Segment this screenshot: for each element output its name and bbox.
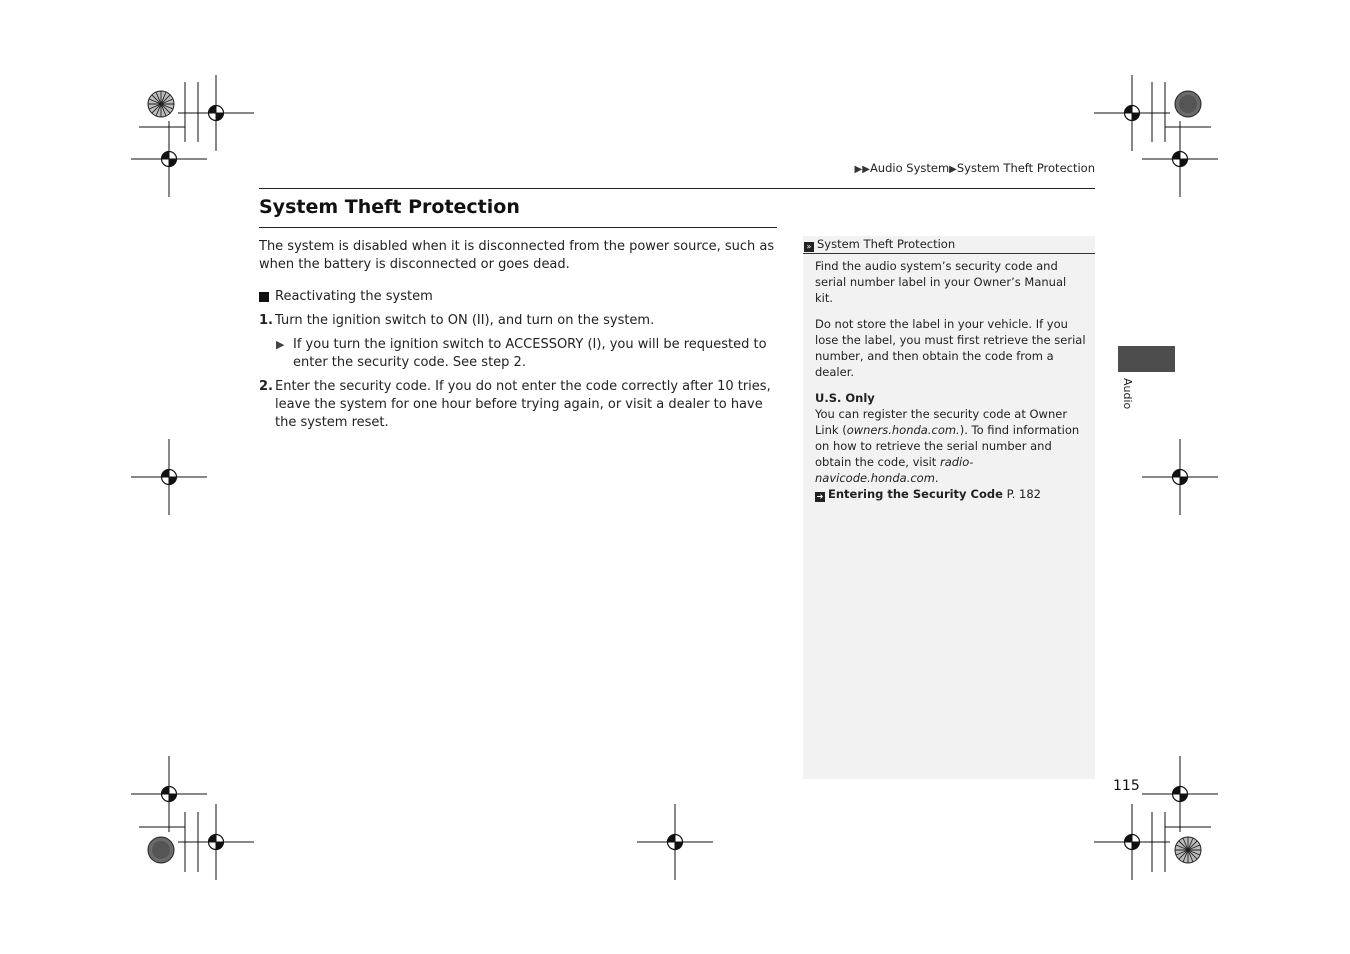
sidebar-paragraph: Do not store the label in your vehicle. If you lose the label, you must first retrieve the serial number, and then obtain the code from a dealer. — [815, 317, 1086, 379]
main-content — [259, 238, 777, 438]
us-text: You can register the security code at Owner Link ( — [815, 407, 1068, 437]
note-arrow-icon: ▶ — [276, 338, 285, 351]
breadcrumb-section[interactable]: Audio System — [869, 161, 950, 175]
breadcrumb-arrow-icon: ▶ — [949, 164, 957, 175]
section-tab — [1118, 346, 1175, 372]
cross-reference-page[interactable]: P. 182 — [1006, 487, 1041, 501]
page-title: System Theft Protection — [259, 196, 520, 218]
page-number: 115 — [1113, 778, 1140, 794]
sidebar-body — [815, 258, 1087, 512]
breadcrumb-arrow-icon: ▶▶ — [854, 164, 870, 175]
subheading-text: Reactivating the system — [275, 289, 433, 304]
cross-reference-title[interactable]: Entering the Security Code — [828, 487, 1003, 501]
title-rule — [259, 227, 777, 228]
us-only-heading: U.S. Only — [815, 391, 875, 405]
sidebar-header — [803, 236, 1095, 254]
cross-reference[interactable] — [815, 486, 1087, 502]
subheading — [259, 288, 777, 306]
section-tab-label: Audio — [1121, 378, 1134, 410]
jump-arrow-icon: ➔ — [816, 492, 824, 501]
sidebar-header-text: System Theft Protection — [817, 237, 956, 251]
step-number: 1. — [259, 313, 273, 328]
header-rule — [259, 188, 1095, 189]
step-item — [259, 312, 777, 330]
us-only-paragraph — [815, 406, 1087, 486]
us-text: ). To find information on how to retrieve the serial number and obtain the code, visit — [815, 423, 1080, 469]
step-number: 2. — [259, 379, 273, 394]
intro-paragraph: The system is disabled when it is disconnected from the power source, such as when the battery is disconnected or goes dead. — [259, 239, 775, 272]
step-text: Turn the ignition switch to ON (II), and turn on the system. — [275, 313, 655, 328]
owners-link[interactable]: owners.honda.com. — [846, 423, 960, 437]
step-note-text: If you turn the ignition switch to ACCESSORY (I), you will be requested to enter the security code. See step 2. — [293, 337, 767, 370]
sidebar-note — [803, 236, 1095, 779]
us-text: . — [934, 471, 939, 485]
sidebar-paragraph: Find the audio system’s security code and serial number label in your Owner’s Manual kit. — [815, 259, 1067, 305]
square-bullet-icon — [259, 292, 269, 302]
breadcrumb-topic[interactable]: System Theft Protection — [956, 161, 1095, 175]
step-text: Enter the security code. If you do not enter the code correctly after 10 tries, leave the system for one hour before trying again, or visit a dealer to have the system reset. — [275, 379, 771, 430]
navicode-link[interactable]: radio-navicode.honda.com — [815, 455, 974, 485]
step-item — [259, 378, 777, 432]
reference-icon: » — [804, 242, 814, 252]
breadcrumb — [855, 161, 1095, 175]
step-note — [276, 336, 777, 372]
